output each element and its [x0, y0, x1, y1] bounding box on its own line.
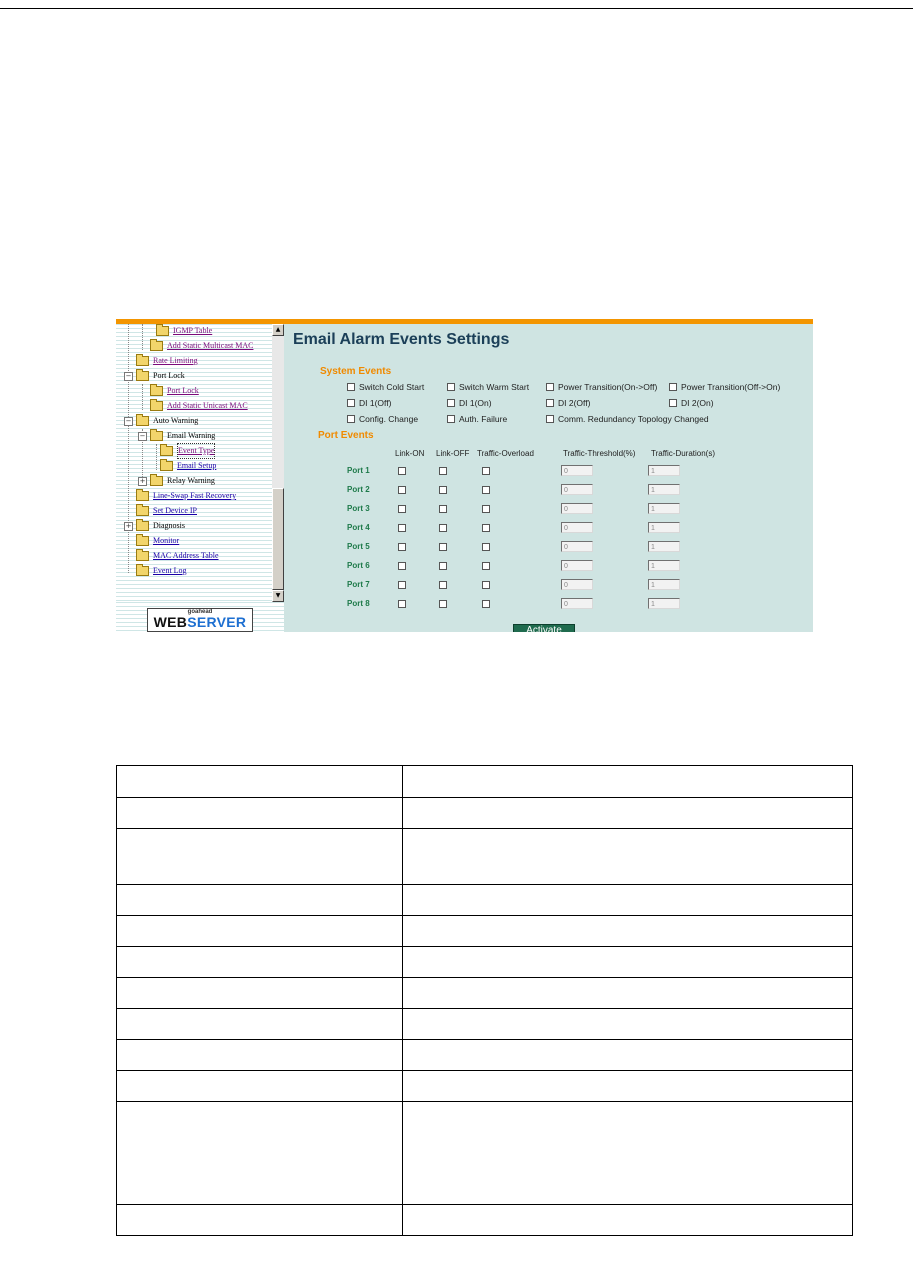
scroll-up-icon[interactable]: ▲	[272, 324, 284, 336]
tree-item-label[interactable]: Set Device IP	[153, 506, 197, 515]
tree-item-label[interactable]: MAC Address Table	[153, 551, 219, 560]
port4-duration-input[interactable]: 1	[648, 522, 680, 533]
table-row	[117, 885, 853, 916]
port4-link-on-checkbox[interactable]	[398, 524, 406, 532]
collapse-icon[interactable]: −	[139, 431, 146, 440]
port-label: Port 3	[347, 504, 370, 513]
activate-button[interactable]: Activate	[513, 624, 575, 632]
port5-link-off-checkbox[interactable]	[439, 543, 447, 551]
port1-threshold-input[interactable]: 0	[561, 465, 593, 476]
port-events-heading: Port Events	[318, 430, 374, 441]
folder-icon	[150, 386, 163, 396]
folder-icon	[136, 536, 149, 546]
port8-link-off-checkbox[interactable]	[439, 600, 447, 608]
tree-item-igmp-table[interactable]	[156, 324, 212, 338]
port7-threshold-input[interactable]: 0	[561, 579, 593, 590]
table-cell	[403, 1009, 853, 1040]
table-cell	[403, 829, 853, 885]
port1-duration-input[interactable]: 1	[648, 465, 680, 476]
tree-item-port-lock-group[interactable]	[124, 369, 185, 383]
tree-item-label[interactable]: Line-Swap Fast Recovery	[153, 491, 237, 500]
col-link-off: Link-OFF	[436, 449, 470, 458]
tree-item-line-swap-fast-recovery[interactable]	[136, 489, 236, 503]
port-label: Port 7	[347, 580, 370, 589]
port2-threshold-input[interactable]: 0	[561, 484, 593, 495]
table-cell	[117, 766, 403, 798]
power-off-on-checkbox[interactable]: Power Transition(Off->On)	[669, 382, 780, 392]
switch-cold-start-checkbox[interactable]: Switch Cold Start	[347, 382, 424, 392]
col-traffic-duration: Traffic-Duration(s)	[651, 449, 716, 458]
table-row	[117, 766, 853, 798]
page-top-rule	[0, 8, 913, 9]
port5-threshold-input[interactable]: 0	[561, 541, 593, 552]
table-cell	[117, 1205, 403, 1236]
logo-small-text: goahead	[187, 609, 213, 615]
table-cell	[403, 1071, 853, 1102]
port2-traffic-overload-checkbox[interactable]	[482, 486, 490, 494]
tree-item-event-type[interactable]	[160, 444, 215, 458]
logo-area	[116, 602, 284, 632]
table-cell	[403, 885, 853, 916]
tree-item-mac-address-table[interactable]	[136, 549, 219, 563]
port7-link-off-checkbox[interactable]	[439, 581, 447, 589]
power-on-off-checkbox[interactable]: Power Transition(On->Off)	[546, 382, 657, 392]
table-row	[117, 798, 853, 829]
tree-item-label[interactable]: Monitor	[153, 536, 180, 545]
port8-threshold-input[interactable]: 0	[561, 598, 593, 609]
system-events-heading: System Events	[320, 366, 392, 377]
settings-description-table	[116, 765, 853, 1236]
folder-icon	[136, 356, 149, 366]
tree-item-add-static-unicast-mac[interactable]	[150, 399, 248, 413]
tree-item-rate-limiting[interactable]	[136, 354, 198, 368]
port-label: Port 4	[347, 523, 370, 532]
folder-icon	[136, 506, 149, 516]
tree-item-label[interactable]: Add Static Unicast MAC	[167, 401, 248, 410]
port-label: Port 8	[347, 599, 370, 608]
port7-traffic-overload-checkbox[interactable]	[482, 581, 490, 589]
table-row	[117, 829, 853, 885]
tree-item-email-setup[interactable]	[160, 459, 216, 473]
port2-duration-input[interactable]: 1	[648, 484, 680, 495]
table-cell	[403, 947, 853, 978]
di2-on-checkbox[interactable]: DI 2(On)	[669, 398, 714, 408]
port-label: Port 1	[347, 466, 370, 475]
tree-item-label: Auto Warning	[153, 416, 199, 425]
port6-link-off-checkbox[interactable]	[439, 562, 447, 570]
tree-item-label[interactable]: Port Lock	[167, 386, 199, 395]
table-row	[117, 947, 853, 978]
port1-link-on-checkbox[interactable]	[398, 467, 406, 475]
port2-link-on-checkbox[interactable]	[398, 486, 406, 494]
port5-traffic-overload-checkbox[interactable]	[482, 543, 490, 551]
table-cell	[403, 1205, 853, 1236]
expand-icon[interactable]: +	[139, 476, 146, 485]
col-traffic-overload: Traffic-Overload	[477, 449, 534, 458]
open-folder-icon	[136, 416, 149, 426]
folder-icon	[150, 341, 163, 351]
table-cell	[403, 916, 853, 947]
port-label: Port 2	[347, 485, 370, 494]
port3-link-on-checkbox[interactable]	[398, 505, 406, 513]
collapse-icon[interactable]: −	[125, 416, 132, 425]
table-cell	[403, 766, 853, 798]
tree-item-relay-warning[interactable]	[138, 474, 215, 488]
table-cell	[117, 798, 403, 829]
open-folder-icon	[136, 371, 149, 381]
table-row	[117, 978, 853, 1009]
table-cell	[403, 1102, 853, 1205]
port2-link-off-checkbox[interactable]	[439, 486, 447, 494]
table-cell	[403, 798, 853, 829]
folder-icon	[156, 326, 169, 336]
table-row	[117, 1009, 853, 1040]
table-row	[117, 1205, 853, 1236]
tree-item-diagnosis[interactable]	[124, 519, 185, 533]
collapse-icon[interactable]: −	[125, 371, 132, 380]
logo-server-text: SERVER	[187, 614, 247, 630]
port-label: Port 5	[347, 542, 370, 551]
tree-item-add-static-multicast-mac[interactable]	[150, 339, 253, 353]
tree-item-label[interactable]: Event Type	[177, 443, 215, 459]
port1-link-off-checkbox[interactable]	[439, 467, 447, 475]
switch-warm-start-checkbox[interactable]: Switch Warm Start	[447, 382, 529, 392]
port1-traffic-overload-checkbox[interactable]	[482, 467, 490, 475]
webserver-logo	[147, 608, 253, 632]
tree-item-event-log[interactable]	[136, 564, 187, 578]
tree-item-monitor[interactable]	[136, 534, 179, 548]
comm-redundancy-checkbox[interactable]: Comm. Redundancy Topology Changed	[546, 414, 709, 424]
col-link-on: Link-ON	[395, 449, 425, 458]
port3-threshold-input[interactable]: 0	[561, 503, 593, 514]
port7-link-on-checkbox[interactable]	[398, 581, 406, 589]
di2-off-checkbox[interactable]: DI 2(Off)	[546, 398, 590, 408]
table-cell	[117, 829, 403, 885]
expand-icon[interactable]: +	[125, 521, 132, 530]
folder-icon	[136, 551, 149, 561]
table-cell	[117, 885, 403, 916]
table-cell	[117, 1102, 403, 1205]
col-traffic-threshold: Traffic-Threshold(%)	[563, 449, 636, 458]
tree-item-set-device-ip[interactable]	[136, 504, 197, 518]
tree-item-auto-warning[interactable]	[124, 414, 198, 428]
di1-off-checkbox[interactable]: DI 1(Off)	[347, 398, 391, 408]
tree-item-label: Email Warning	[167, 431, 216, 440]
tree-item-label[interactable]: Event Log	[153, 566, 187, 575]
page-title: Email Alarm Events Settings	[293, 331, 510, 348]
folder-icon	[136, 566, 149, 576]
port5-duration-input[interactable]: 1	[648, 541, 680, 552]
auth-failure-checkbox[interactable]: Auth. Failure	[447, 414, 507, 424]
tree-item-label: Relay Warning	[167, 476, 215, 485]
port8-traffic-overload-checkbox[interactable]	[482, 600, 490, 608]
scroll-down-icon[interactable]: ▼	[272, 590, 284, 602]
port3-duration-input[interactable]: 1	[648, 503, 680, 514]
port8-duration-input[interactable]: 1	[648, 598, 680, 609]
folder-icon	[136, 491, 149, 501]
tree-scrollbar[interactable]	[272, 324, 284, 602]
di1-on-checkbox[interactable]: DI 1(On)	[447, 398, 492, 408]
table-cell	[117, 916, 403, 947]
tree-item-email-warning[interactable]	[138, 429, 215, 443]
table-row	[117, 1102, 853, 1205]
tree-item-label[interactable]: Add Static Multicast MAC	[167, 341, 254, 350]
table-row	[117, 916, 853, 947]
config-change-checkbox[interactable]: Config. Change	[347, 414, 418, 424]
port6-link-on-checkbox[interactable]	[398, 562, 406, 570]
port6-threshold-input[interactable]: 0	[561, 560, 593, 571]
settings-panel	[284, 324, 813, 632]
app-screenshot	[116, 319, 813, 632]
tree-item-label[interactable]: Email Setup	[177, 461, 217, 470]
folder-icon	[160, 461, 173, 471]
logo-web-text: WEB	[153, 614, 188, 630]
port6-duration-input[interactable]: 1	[648, 560, 680, 571]
tree-item-label[interactable]: Rate Limiting	[153, 356, 198, 365]
port4-threshold-input[interactable]: 0	[561, 522, 593, 533]
table-row	[117, 1071, 853, 1102]
table-cell	[117, 1040, 403, 1071]
tree-item-label[interactable]: IGMP Table	[173, 326, 213, 335]
table-cell	[117, 1071, 403, 1102]
folder-icon	[160, 446, 173, 456]
tree-item-label: Diagnosis	[153, 521, 185, 530]
table-cell	[403, 1040, 853, 1071]
table-cell	[403, 978, 853, 1009]
open-folder-icon	[150, 431, 163, 441]
table-row	[117, 1040, 853, 1071]
folder-icon	[150, 401, 163, 411]
port3-link-off-checkbox[interactable]	[439, 505, 447, 513]
port6-traffic-overload-checkbox[interactable]	[482, 562, 490, 570]
folder-icon	[150, 476, 163, 486]
table-cell	[117, 1009, 403, 1040]
table-cell	[117, 978, 403, 1009]
folder-icon	[136, 521, 149, 531]
tree-item-label: Port Lock	[153, 371, 185, 380]
table-cell	[117, 947, 403, 978]
scroll-thumb[interactable]	[272, 488, 284, 590]
port4-traffic-overload-checkbox[interactable]	[482, 524, 490, 532]
tree-item-port-lock[interactable]	[150, 384, 199, 398]
port7-duration-input[interactable]: 1	[648, 579, 680, 590]
navigation-tree	[116, 324, 272, 602]
port3-traffic-overload-checkbox[interactable]	[482, 505, 490, 513]
port5-link-on-checkbox[interactable]	[398, 543, 406, 551]
port4-link-off-checkbox[interactable]	[439, 524, 447, 532]
port8-link-on-checkbox[interactable]	[398, 600, 406, 608]
port-label: Port 6	[347, 561, 370, 570]
